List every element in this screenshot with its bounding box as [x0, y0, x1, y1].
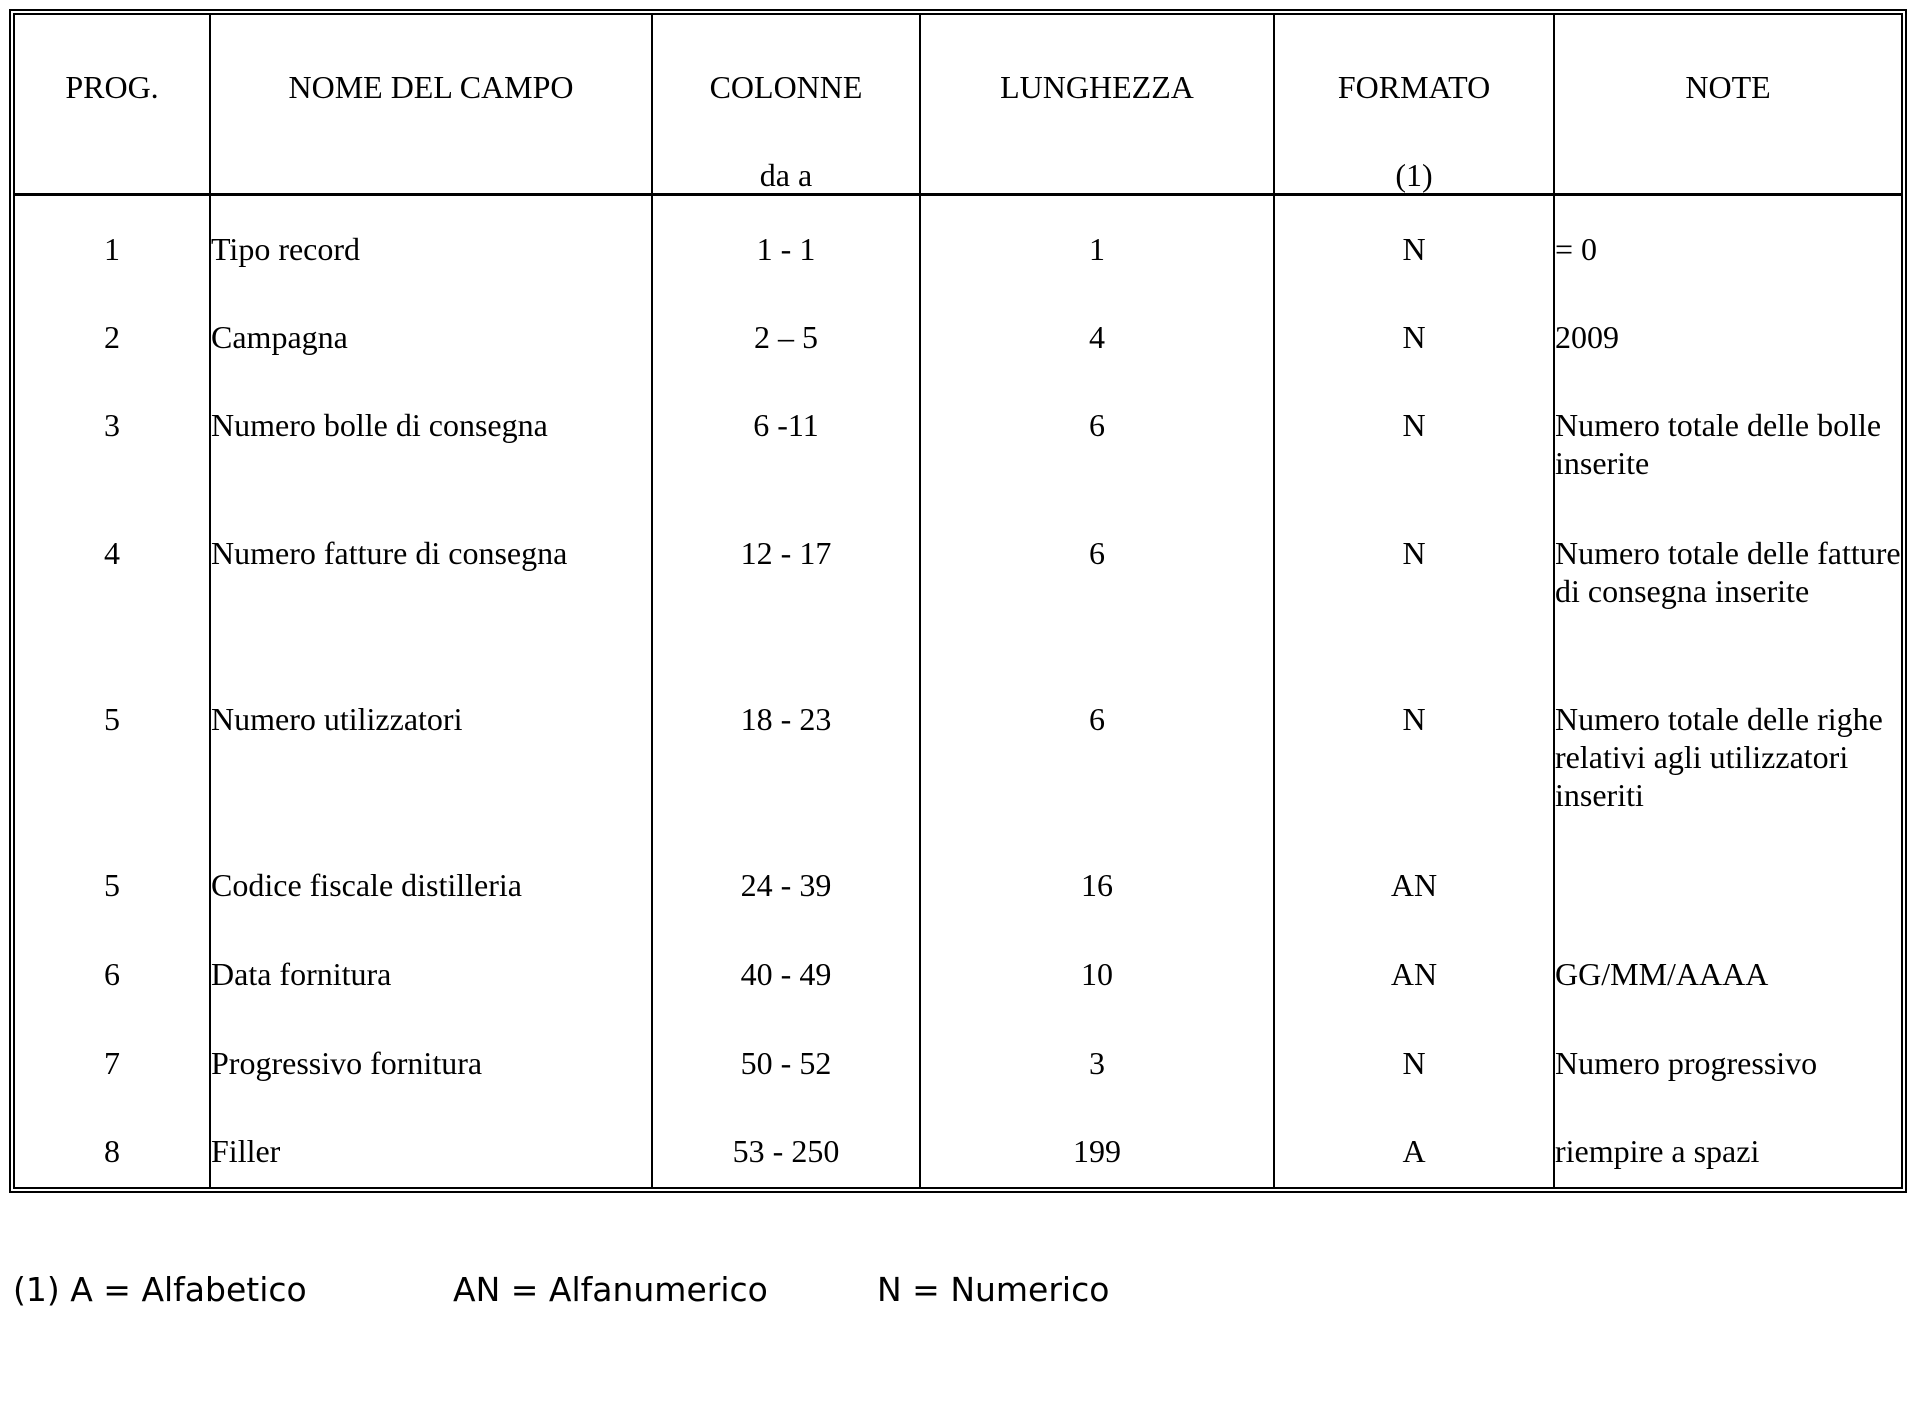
- header-lunghezza: [920, 15, 1274, 195]
- cell-note: Numero totale delle fatture di consegna inserite: [1554, 500, 1901, 666]
- header-formato-label: FORMATO: [1337, 69, 1491, 105]
- cell-nome: Filler: [210, 1098, 652, 1187]
- cell-prog: 7: [104, 1044, 120, 1081]
- cell-formato: AN: [1274, 921, 1554, 1009]
- cell-colonne: 24 - 39: [652, 832, 920, 921]
- header-prog-label: PROG.: [65, 69, 159, 105]
- table-row: [15, 195, 1901, 284]
- header-formato: [1274, 15, 1554, 195]
- legend-alfabetico: (1) A = Alfabetico: [13, 1270, 307, 1309]
- header-prog: [15, 15, 210, 195]
- cell-note: Numero totale delle bolle inserite: [1554, 372, 1901, 500]
- cell-nome: Data fornitura: [210, 921, 652, 1009]
- table-row: [15, 500, 1901, 666]
- format-legend: [13, 1270, 1110, 1426]
- cell-formato: N: [1274, 666, 1554, 832]
- cell-formato: N: [1274, 372, 1554, 500]
- header-colonne-label: COLONNE: [709, 69, 863, 105]
- cell-lunghezza: 1: [920, 195, 1274, 284]
- cell-prog: 1: [104, 231, 120, 267]
- cell-nome: Campagna: [210, 284, 652, 372]
- cell-nome: Numero fatture di consegna: [210, 500, 652, 666]
- cell-colonne: 6 -11: [652, 372, 920, 500]
- cell-nome: Numero bolle di consegna: [210, 372, 652, 500]
- cell-formato: N: [1274, 500, 1554, 666]
- cell-nome: Progressivo fornitura: [210, 1010, 652, 1098]
- cell-note: 2009: [1554, 284, 1901, 372]
- cell-prog: 4: [104, 535, 120, 572]
- cell-note: = 0: [1554, 195, 1901, 284]
- cell-formato: N: [1274, 284, 1554, 372]
- record-spec-table: [15, 15, 1901, 1187]
- legend-alfanumerico: AN = Alfanumerico: [453, 1270, 768, 1309]
- cell-nome: Codice fiscale distilleria: [210, 832, 652, 921]
- cell-lunghezza: 3: [920, 1010, 1274, 1098]
- header-lunghezza-label: LUNGHEZZA: [1000, 69, 1194, 105]
- cell-nome: Numero utilizzatori: [210, 666, 652, 832]
- cell-colonne: 2 – 5: [652, 284, 920, 372]
- header-nome-label: NOME DEL CAMPO: [288, 69, 574, 105]
- cell-colonne: 40 - 49: [652, 921, 920, 1009]
- cell-lunghezza: 6: [920, 372, 1274, 500]
- cell-colonne: 1 - 1: [652, 195, 920, 284]
- table-row: [15, 1010, 1901, 1098]
- cell-prog: 5: [104, 866, 120, 903]
- cell-nome: Tipo record: [210, 195, 652, 284]
- cell-note: GG/MM/AAAA: [1554, 921, 1901, 1009]
- cell-colonne: 53 - 250: [652, 1098, 920, 1187]
- header-nome: [210, 15, 652, 195]
- cell-prog: 5: [104, 701, 120, 738]
- cell-formato: AN: [1274, 832, 1554, 921]
- table-row: [15, 1098, 1901, 1187]
- header-row: [15, 15, 1901, 195]
- cell-note: riempire a spazi: [1554, 1098, 1901, 1187]
- header-note-label: NOTE: [1685, 69, 1771, 105]
- table-row: [15, 921, 1901, 1009]
- table-row: [15, 372, 1901, 500]
- cell-formato: N: [1274, 1010, 1554, 1098]
- cell-prog: 3: [104, 407, 120, 444]
- cell-lunghezza: 10: [920, 921, 1274, 1009]
- legend-numerico: N = Numerico: [877, 1270, 1110, 1309]
- cell-colonne: 50 - 52: [652, 1010, 920, 1098]
- cell-formato: A: [1274, 1098, 1554, 1187]
- table-row: [15, 284, 1901, 372]
- cell-lunghezza: 6: [920, 666, 1274, 832]
- cell-note: Numero progressivo: [1554, 1010, 1901, 1098]
- cell-colonne: 18 - 23: [652, 666, 920, 832]
- cell-prog: 2: [104, 318, 120, 355]
- cell-lunghezza: 199: [920, 1098, 1274, 1187]
- cell-lunghezza: 4: [920, 284, 1274, 372]
- cell-prog: 8: [104, 1133, 120, 1170]
- cell-lunghezza: 6: [920, 500, 1274, 666]
- cell-note: [1554, 832, 1901, 921]
- cell-lunghezza: 16: [920, 832, 1274, 921]
- cell-colonne: 12 - 17: [652, 500, 920, 666]
- cell-prog: 6: [104, 956, 120, 993]
- header-colonne-sub: da a: [759, 157, 813, 193]
- cell-formato: N: [1274, 195, 1554, 284]
- cell-note: Numero totale delle righe relativi agli utilizzatori inseriti: [1554, 666, 1901, 832]
- header-colonne: [652, 15, 920, 195]
- header-note: [1554, 15, 1901, 195]
- table-row: [15, 832, 1901, 921]
- header-formato-sub: (1): [1395, 157, 1433, 193]
- table-row: [15, 666, 1901, 832]
